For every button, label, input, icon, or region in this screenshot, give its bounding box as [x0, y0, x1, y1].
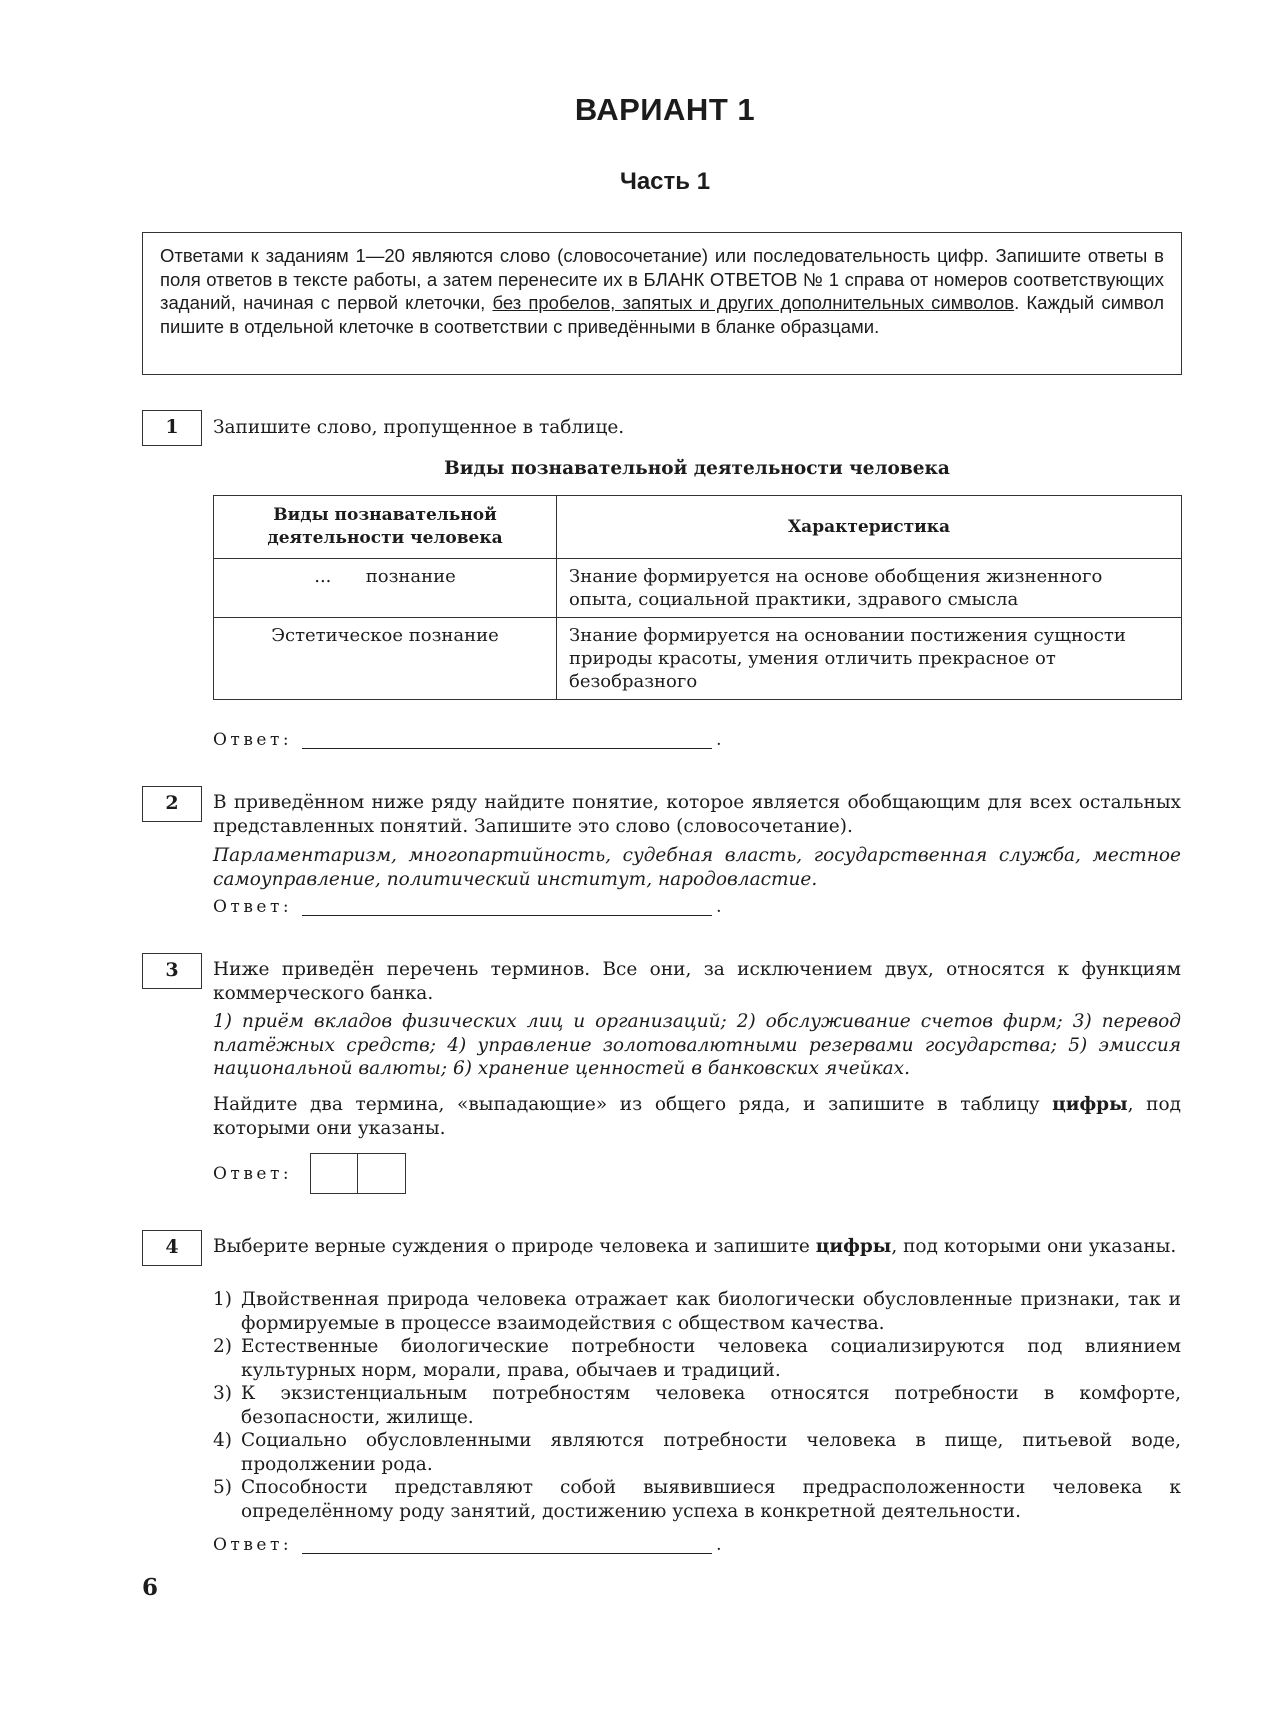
table-row	[214, 559, 1182, 618]
variant-title: ВАРИАНТ 1	[574, 92, 756, 127]
list-item-number: 3)	[213, 1383, 232, 1404]
task-2-answer-field[interactable]	[302, 899, 712, 916]
answer-label: Ответ:	[213, 897, 293, 917]
table-cell: Знание формируется на основе обобщения жизненного опыта, социальной практики, здравого смысла	[557, 559, 1182, 618]
list-item-text: К экзистенциальным потребностям человека относятся потребности в комфорте, безопасности, жилище.	[241, 1383, 1181, 1428]
task-3-prompt: Ниже приведён перечень терминов. Все они, за исключением двух, относятся к функциям коммерческого банка.	[213, 959, 1181, 1004]
list-item-text: Социально обусловленными являются потребности человека в пище, питьевой воде, продолжении рода.	[241, 1430, 1181, 1475]
task-number-2: 2	[142, 786, 202, 822]
task-1-table	[213, 495, 1182, 700]
task-3-instruction-text-end: , под которыми они указаны.	[213, 1094, 1181, 1139]
instructions-text-end: . Каждый символ пишите в отдельной клеточке в соответствии с приведёнными в бланке образцами.	[160, 292, 1164, 337]
answer-label: Ответ:	[213, 1163, 293, 1184]
task-4-prompt-text: Выберите верные суждения о природе человека и запишите	[213, 1236, 816, 1257]
task-4-prompt	[213, 1235, 1181, 1259]
table-header-cell: Характеристика	[557, 496, 1182, 559]
table-header-cell: Виды познавательной деятельности человека	[214, 496, 557, 559]
list-item	[213, 1335, 1181, 1382]
task-2-answer	[213, 897, 722, 917]
task-3-instruction-bold: цифры	[1052, 1094, 1128, 1115]
task-4-list	[213, 1288, 1181, 1523]
part-subtitle: Часть 1	[619, 168, 711, 195]
list-item-number: 2)	[213, 1336, 232, 1357]
task-2-terms: Парламентаризм, многопартийность, судебная власть, государственная служба, местное самоуправление, политический институт, народовластие.	[213, 845, 1181, 890]
list-item-text: Способности представляют собой выявившиеся предрасположенности человека к определённому роду занятий, достижению успеха в конкретной деятельности.	[241, 1477, 1181, 1522]
instructions-underlined-text: без пробелов, запятых и других дополнительных символов	[492, 292, 1015, 313]
answer-cell[interactable]	[358, 1153, 406, 1194]
task-3-instruction-text: Найдите два термина, «выпадающие» из общего ряда, и запишите в таблицу	[213, 1094, 1053, 1115]
task-1-answer-field[interactable]	[302, 732, 712, 749]
list-item	[213, 1288, 1181, 1335]
task-number-1: 1	[142, 410, 202, 446]
task-number-3: 3	[142, 953, 202, 989]
table-cell: Эстетическое познание	[214, 618, 557, 700]
answer-end: .	[716, 897, 722, 917]
task-4-answer-field[interactable]	[302, 1537, 712, 1554]
list-item-number: 4)	[213, 1430, 232, 1451]
list-item	[213, 1382, 1181, 1429]
table-header-row	[214, 496, 1182, 559]
page-number: 6	[142, 1574, 159, 1601]
answer-label: Ответ:	[213, 730, 293, 750]
instructions-box	[142, 232, 1182, 375]
table-cell-missing-word: ... познание	[214, 559, 557, 618]
instructions-text: Ответами к заданиям 1—20 являются слово (словосочетание) или последовательность цифр. Запишите ответы в поля ответов в тексте работы, а затем перенесите их в БЛАНК ОТВЕТОВ № 1 справа от номеров соответствующих заданий, начиная с первой клеточки,	[160, 245, 1164, 313]
table-row	[214, 618, 1182, 700]
task-1-table-title: Виды познавательной деятельности человека	[444, 458, 950, 479]
task-4-answer	[213, 1535, 722, 1555]
list-item	[213, 1429, 1181, 1476]
list-item	[213, 1476, 1181, 1523]
task-4-prompt-bold: цифры	[815, 1236, 892, 1257]
list-item-number: 1)	[213, 1289, 232, 1310]
task-1-prompt: Запишите слово, пропущенное в таблице.	[213, 417, 625, 438]
task-1-answer	[213, 730, 722, 750]
answer-label: Ответ:	[213, 1535, 293, 1555]
answer-end: .	[716, 1535, 722, 1555]
answer-end: .	[716, 730, 722, 750]
task-2-prompt: В приведённом ниже ряду найдите понятие, которое является обобщающим для всех остальных представленных понятий. Запишите это слово (словосочетание).	[213, 792, 1181, 837]
task-3-answer-cells	[310, 1153, 406, 1194]
task-number-4: 4	[142, 1230, 202, 1266]
answer-cell[interactable]	[310, 1153, 358, 1194]
task-3-answer	[213, 1153, 406, 1194]
list-item-text: Естественные биологические потребности человека социализируются под влиянием культурных норм, морали, права, обычаев и традиций.	[241, 1336, 1181, 1381]
list-item-number: 5)	[213, 1477, 232, 1498]
list-item-text: Двойственная природа человека отражает как биологически обусловленные признаки, так и формируемые в процессе взаимодействия с обществом качества.	[241, 1289, 1181, 1334]
task-4-prompt-text-end: , под которыми они указаны.	[891, 1236, 1177, 1257]
task-3-terms: 1) приём вкладов физических лиц и организаций; 2) обслуживание счетов фирм; 3) перевод платёжных средств; 4) управление золотовалютными резервами государства; 5) эмиссия национальной валюты; 6) хранение ценностей в банковских ячейках.	[213, 1011, 1181, 1079]
table-cell: Знание формируется на основании постижения сущности природы красоты, умения отличить прекрасное от безобразного	[557, 618, 1182, 700]
task-3-instruction	[213, 1093, 1181, 1140]
